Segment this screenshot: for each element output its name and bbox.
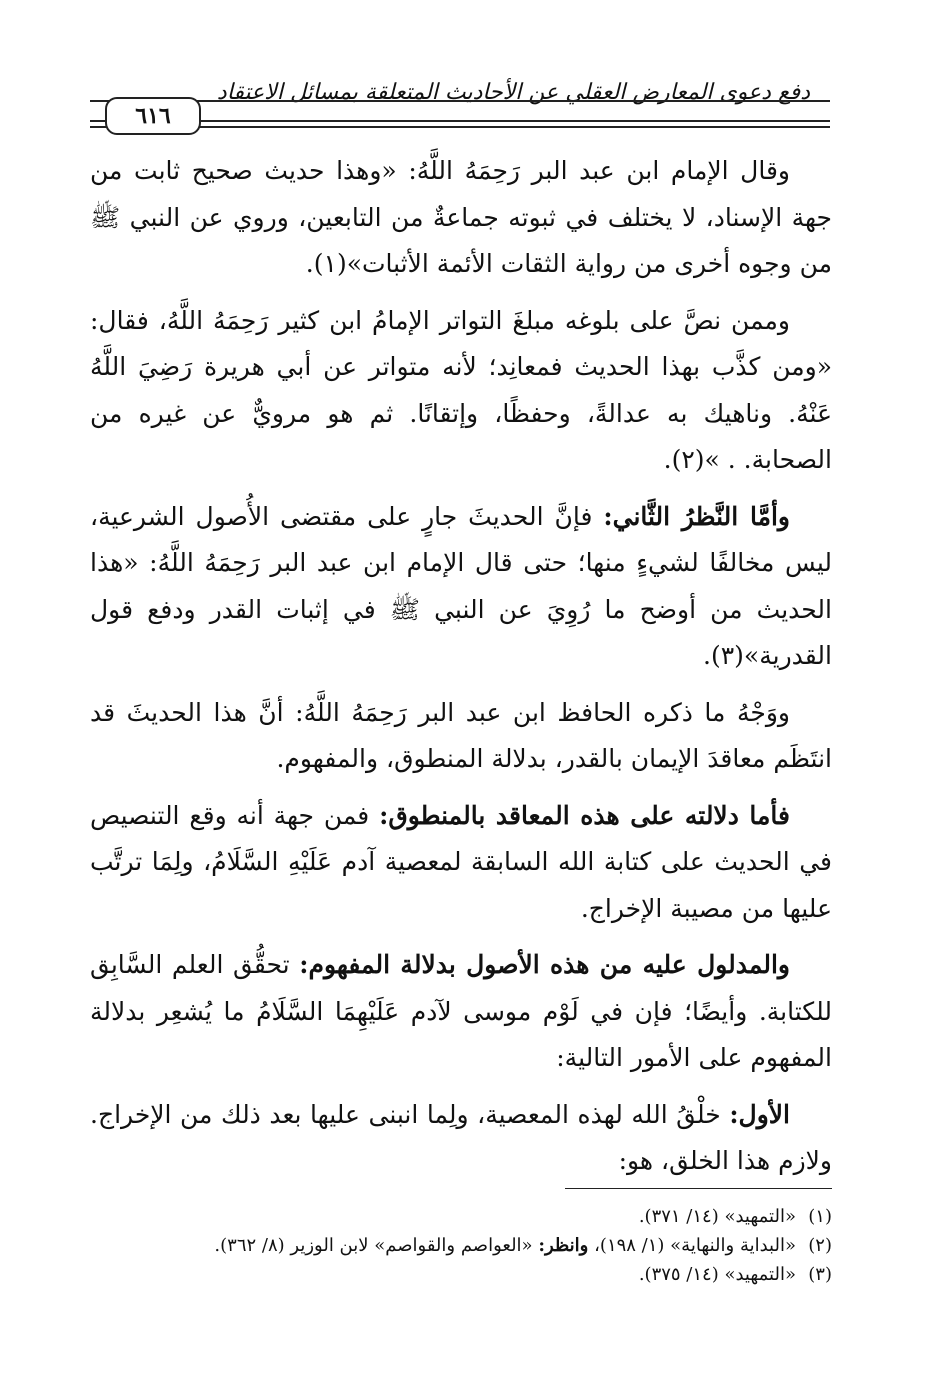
paragraph-text: فمن جهة أنه وقع التنصيص في الحديث على كتابة الله السابقة لمعصية آدم عَلَيْهِ السَّلَامُ، ولِمَا ترتَّب عليها من مصيبة الإخراج. xyxy=(90,800,832,923)
footnotes xyxy=(90,1202,832,1289)
header-rule-top xyxy=(90,100,830,102)
paragraph-text: ووَجْهُ ما ذكره الحافظ ابن عبد البر رَحِمَهُ اللَّهُ: أنَّ هذا الحديثَ قد انتَظَم معاقدَ الإيمان بالقدر، بدلالة المنطوق، والمفهوم. xyxy=(90,697,832,773)
paragraph xyxy=(90,298,832,484)
paragraph-text: تحقُّق العلم السَّابِق للكتابة. وأيضًا؛ فإن في لَوْم موسى لآدم عَلَيْهِمَا السَّلَامُ ما يُشعِر بدلالة المفهوم على الأمور التالية: xyxy=(90,950,832,1072)
header-rule-bottom xyxy=(90,126,830,128)
page-number-text: ٦١٦ xyxy=(135,103,171,129)
footnote-text: «البداية والنهاية» (١/ ١٩٨)، xyxy=(594,1235,796,1256)
footnote-see-also: وانظر: xyxy=(538,1235,589,1256)
footnote xyxy=(90,1231,832,1260)
paragraph xyxy=(90,1092,832,1185)
running-header xyxy=(90,70,830,140)
running-title: دفع دعوى المعارض العقلي عن الأحاديث المتعلقة بمسائل الاعتقاد xyxy=(216,80,810,105)
footnote-number: (١) xyxy=(808,1206,832,1227)
footnote-text-rest: «العواصم والقواصم» لابن الوزير (٨/ ٣٦٢). xyxy=(214,1235,533,1256)
footnote-number: (٣) xyxy=(808,1264,832,1285)
paragraph xyxy=(90,494,832,680)
paragraph-lead: وأمَّا النَّظرُ الثَّاني: xyxy=(603,501,790,531)
footnote-text: «التمهيد» (١٤/ ٣٧٥). xyxy=(638,1264,796,1285)
footnote xyxy=(90,1202,832,1231)
paragraph-lead: والمدلول عليه من هذه الأصول بدلالة المفهوم: xyxy=(299,950,790,979)
paragraph xyxy=(90,690,832,783)
paragraph-lead: فأما دلالته على هذه المعاقد بالمنطوق: xyxy=(379,800,790,830)
header-rule-middle xyxy=(90,120,830,122)
paragraph-text: وممن نصَّ على بلوغه مبلغَ التواتر الإمامُ ابن كثير رَحِمَهُ اللَّهُ، فقال: «ومن كذَّب بهذا الحديث فمعانِد؛ لأنه متواتر عن أبي هريرة رَضِيَ اللَّهُ عَنْهُ. وناهيك به عدالةً، وحفظًا، وإتقانًا. ثم هو مرويٌّ عن غيره من الصحابة. . »(٢). xyxy=(90,305,832,474)
paragraph-text: فإنَّ الحديثَ جارٍ على مقتضى الأُصول الشرعية، ليس مخالفًا لشيءٍ منها؛ حتى قال الإمام ابن عبد البر رَحِمَهُ اللَّهُ: «هذا الحديث من أوضح ما رُوِيَ عن النبي ﷺ في إثبات القدر ودفع قول القدرية»(٣). xyxy=(90,501,832,670)
paragraph xyxy=(90,793,832,933)
page-number xyxy=(105,97,201,135)
paragraph-text: خلْقُ الله لهذه المعصية، ولِما انبنى عليها بعد ذلك من الإخراج. ولازم هذا الخلق، هو: xyxy=(90,1099,832,1175)
body-text xyxy=(90,148,832,1195)
footnote-text: «التمهيد» (١٤/ ٣٧١). xyxy=(638,1206,796,1227)
paragraph xyxy=(90,942,832,1082)
footnote-separator xyxy=(565,1188,832,1189)
paragraph-lead: الأول: xyxy=(729,1099,790,1129)
paragraph xyxy=(90,148,832,288)
paragraph-text: وقال الإمام ابن عبد البر رَحِمَهُ اللَّهُ: «وهذا حديث صحيح ثابت من جهة الإسناد، لا يختلف في ثبوته جماعةٌ من التابعين، وروي عن النبي ﷺ من وجوه أخرى من رواية الثقات الأئمة الأثبات»(١). xyxy=(90,156,832,278)
footnote-number: (٢) xyxy=(808,1235,832,1256)
footnote xyxy=(90,1260,832,1289)
